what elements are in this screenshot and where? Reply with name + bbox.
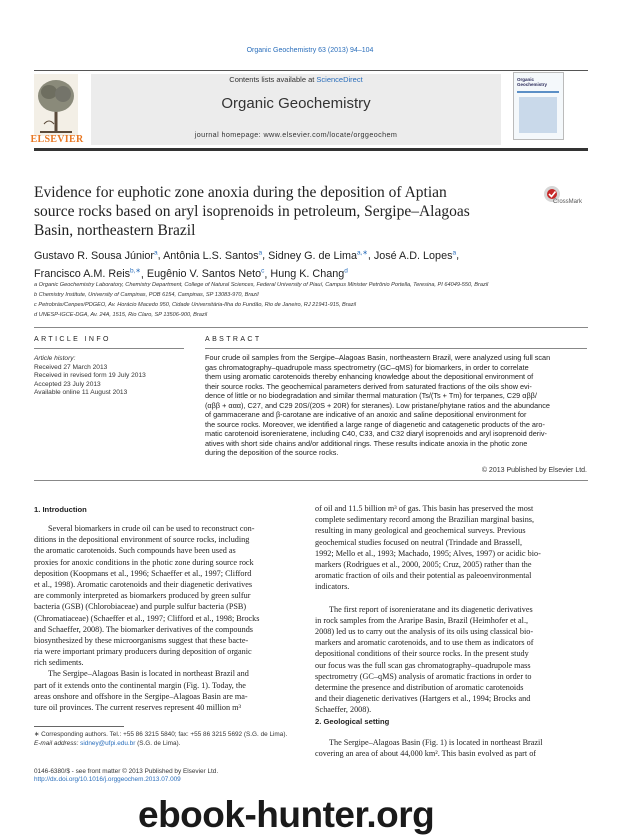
header-bottom-rule [34,148,588,151]
history-entry: Accepted 23 July 2013 [34,380,101,388]
body-line: ria were important primary producers during deposition of organic [34,647,252,657]
cover-bar [517,91,559,93]
abstract-line: during the deposition of the source rocks. [205,448,339,457]
body-line: Schaeffer, 2008). [315,705,372,715]
email-line: E-mail address: sidney@ufpi.edu.br (S.G. de Lima). [34,740,181,748]
abstract-bottom-rule [34,480,588,481]
info-rule [34,348,184,349]
issn-text: 0146-6380/$ - see front matter © 2013 Published by Elsevier Ltd. [34,768,219,775]
history-entry: Available online 11 August 2013 [34,389,128,396]
abstract-line: atives with short side chains and/or additional rings. These results indicate anoxia in the photic zone [205,438,528,448]
email-link[interactable]: sidney@ufpi.edu.br [80,740,136,748]
body-line: areas onshore and offshore in the Sergipe–Alagoas Basin are ma- [34,691,248,701]
affiliation: b Chemistry Institute, University of Campinas, POB 6154, Campinas, SP 13083-970, Brazil [34,292,259,298]
author-list [34,245,574,282]
section-heading: 2. Geological setting [315,717,390,726]
abstract-line: them using aromatic carotenoids thereby enhancing knowledge about the depositional environment of [205,372,534,381]
crossmark-label: CrossMark [553,199,583,205]
body-right-column [315,503,587,716]
cover-title: Organic Geochemistry [517,77,548,87]
body-line: the aromatic carotenoids. Such compounds have been used as [34,546,236,556]
body-line: ture oil provinces. The current reserves represent 40 million m³ [34,703,241,712]
body-line: our focus was the full scan gas chromatography–quadrupole mass [315,660,531,670]
doi-link[interactable]: http://dx.doi.org/10.1016/j.orggeochem.2013.07.009 [34,776,181,784]
journal-citation[interactable]: Organic Geochemistry 63 (2013) 94–104 [246,47,374,54]
author[interactable]: Sidney G. de Lima$^{a,∗}$ [268,249,368,262]
body-line: et al., 1998). Aromatic carotenoids and their diagenetic derivatives [34,579,253,589]
history-entry: Received in revised form 19 July 2013 [34,372,146,379]
author[interactable]: Hung K. Chang$^d$ [270,267,348,281]
abstract-line: matic carotenoid isorenieratene, including C40, C33, and C32 diaryl isoprenoids and aryl isoprenoid deriv- [205,429,547,438]
body-line: in rock samples from the Araripe Basin, Brazil (Heimhofer et al., [315,615,529,625]
body-line: part of it extends onto the continental margin (Fig. 1). Today, the [34,680,246,690]
issn-footnote [34,768,302,785]
body-line: bacteria (GSB) (Chlorobiaceae) and purple sulfur bacteria (PSB) [34,602,247,612]
author[interactable]: Francisco A.M. Reis$^{b,∗}$ [34,267,141,281]
affiliation: d UNESP-IGCE-DGA, Av. 24A, 1515, Rio Claro, SP 13506-900, Brazil [34,312,208,318]
contents-prefix: Contents lists available at [229,75,317,84]
body-right-column-cont [315,737,587,759]
body-line: geochemical studies focused on neutral (Trindade and Brassell, [315,537,523,547]
elsevier-wordmark: ELSEVIER [30,134,84,145]
author-line: Francisco A.M. Reis$^{b,∗}$, Eugênio V. Santos Neto$^c$, Hung K. Chang$^d$ [34,267,348,281]
body-line: (Chromatiaceae) (Schaeffer et al., 1997; Clifford et al., 1998; Brocks [34,613,260,623]
article-history [34,355,184,398]
body-line: deposition (Koopmans et al., 1996; Schaeffer et al., 1997; Clifford [34,568,252,578]
body-line: ditions in the depositional environment of source rocks, including [34,535,250,545]
abstract-line: dence of little or no biodegradation and similar thermal maturation (Ts/(Ts + Tm) for terpanes, C29 αββ/ [205,391,537,400]
abstract-rule [205,348,587,349]
section-heading: 1. Introduction [34,505,87,514]
history-entry: Received 27 March 2013 [34,363,108,371]
body-line: biosynthesized by these microorganisms suggest that these bacte- [34,635,249,645]
author[interactable]: Gustavo R. Sousa Júnior$^a$ [34,249,158,262]
body-line: The Sergipe–Alagoas Basin is located in northeast Brazil and [48,669,249,679]
body-line: aromatic fraction of oils and their potential as paleoenvironmental [315,571,532,581]
body-line: and Schaeffer, 2008). The biomarker derivatives of the compounds [34,624,253,634]
body-line: 2008) led us to carry out the analysis of its oils using classical bio- [315,627,534,637]
abstract-line: of gammacerane and β-carotane are indicative of an anoxic and saline depositional environment for [205,410,527,419]
body-line: The first report of isorenieratane and its diagenetic derivatives [329,604,533,614]
body-line: determine the presence and distribution of aromatic carotenoids [315,683,524,692]
author-line: Gustavo R. Sousa Júnior$^a$, Antônia L.S. Santos$^a$, Sidney G. de Lima$^{a,∗}$, José A.D. Lopes$^a$, [34,249,460,262]
affiliations [34,280,594,320]
history-label: Article history: [34,355,76,362]
body-line: proxies for anoxic conditions in the photic zone during source rock [34,557,254,567]
abstract-line: Four crude oil samples from the Sergipe–Alagoas Basin, northeastern Brazil, were analyzed using full scan [205,353,551,362]
body-line: indicators. [315,582,350,592]
body-line: depositional conditions of their source rocks. In the present study [315,649,529,659]
cover-image [519,97,557,133]
body-line: of oil and 11.5 billion m³ of gas. This basin has preserved the most [315,504,534,513]
title-line: Basin, northeastern Brazil [34,222,196,239]
body-line: Several biomarkers in crude oil can be used to reconstruct con- [48,524,255,533]
abstract-body [205,353,587,458]
elsevier-tree-logo [34,74,78,136]
journal-cover-thumbnail[interactable] [513,72,564,140]
title-line: Evidence for euphotic zone anoxia during the deposition of Aptian [34,184,447,201]
corresponding-text: ∗ Corresponding authors. Tel.: +55 86 3215 5840; fax: +55 86 3215 5692 (S.G. de Lima). [34,731,288,738]
abstract-line: their source rocks. The geochemical parameters derived from saturated fractions of the oils show evi- [205,381,532,391]
author[interactable]: Eugênio V. Santos Neto$^c$ [146,267,265,281]
article-title [34,183,534,240]
abstract-line: (αββ + ααα), C27, and C29 20S/(20S + 20R) for steranes). Low pristane/phytane ratios and the abundance [205,400,550,410]
article-info-heading: ARTICLE INFO [34,336,111,343]
sciencedirect-link[interactable]: ScienceDirect [316,75,363,84]
body-line: complete sedimentary record among the Brazilian marginal basins, [315,515,535,525]
title-line: source rocks based on aryl isoprenoids in petroleum, Sergipe–Alagoas [34,203,470,220]
body-line: and their diagenetic derivatives (Hartgers et al., 1994; Brocks and [315,694,531,704]
body-left-column [34,523,302,713]
abstract-line: the source rocks. Moreover, we identified a large range of diagenetic and catagenetic products of the aro- [205,419,545,429]
header-top-rule [34,70,588,71]
abstract-line: gas chromatography–quadrupole mass spectrometry (GC–qMS) for biomarkers, in order to correlate [205,362,529,372]
body-line: The Sergipe–Alagoas Basin (Fig. 1) is located in northeast Brazil [329,738,543,747]
body-line: markers (Rodrigues et al., 2000, 2005; Cruz, 2005) rather than the [315,559,532,569]
body-line: are commonly interpreted as biomarkers produced by green sulfur [34,591,251,601]
copyright: © 2013 Published by Elsevier Ltd. [481,467,587,474]
body-line: markers and aromatic carotenoids, and to use them as indicators of [315,638,534,648]
body-line: spectrometry (GC–qMS) analysis of aromatic fractions in order to [315,671,532,681]
affiliation: a Organic Geochemistry Laboratory, Chemistry Department, College of Natural Sciences, Federal University of Piauí, Campus Minister Petrônio Portella, Teresina, PI 64049-550, Brazil [34,282,489,288]
contents-line [91,75,501,84]
affil-rule [34,327,588,328]
body-line: covering an area of about 44,000 km². This basin evolved as part of [315,749,537,759]
journal-homepage[interactable]: journal homepage: www.elsevier.com/locate/orggeochem [194,130,398,139]
author[interactable]: Antônia L.S. Santos$^a$ [163,249,263,262]
body-line: 1992; Mello et al., 1993; Machado, 1995; Alves, 1997) or acidic bio- [315,548,541,558]
body-line: resulting in many geological and geochemical surveys. Previous [315,526,526,536]
corresponding-footnote [34,731,302,749]
footnote-rule [34,726,124,727]
watermark-text: ebook-hunter.org [138,794,435,835]
affiliation: c Petrobrás/Cenpes/PDGEO, Av. Horácio Macedo 950, Cidade Universitária-Ilha do Fundão, Rio de Janeiro, RJ 21941-915, Brazil [34,302,357,308]
body-line [315,593,587,604]
abstract-heading: ABSTRACT [205,336,262,343]
journal-title[interactable]: Organic Geochemistry [221,95,371,112]
body-line: rich sediments. [34,658,84,668]
author[interactable]: José A.D. Lopes$^a$ [373,249,457,262]
